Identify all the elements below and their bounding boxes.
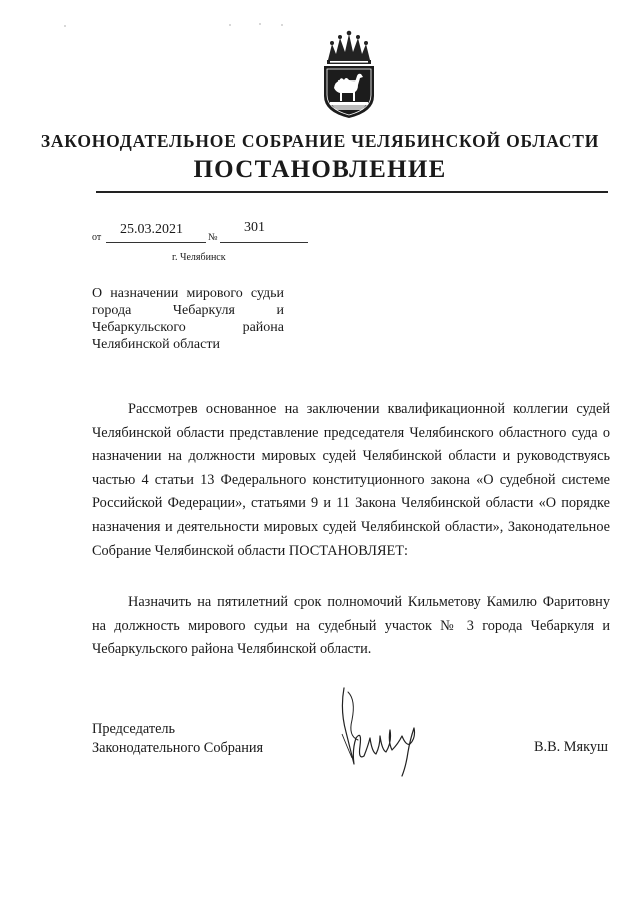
scan-artifact-dots	[60, 20, 320, 30]
body-paragraph-2: Назначить на пятилетний срок полномочий Кильметову Камилю Фаритовну на должность мирового судьи на судебный участок № 3 города Чебаркуля и Чебаркульского района Челябинской области.	[92, 594, 610, 658]
signatory-position-line-1: Председатель	[92, 721, 176, 737]
signatory-position	[92, 720, 263, 758]
body-paragraph-1: Рассмотрев основанное на заключении квалификационной коллегии судей Челябинской области представление председателя Челябинского областного суда о назначении на должности мировых судей Челябинской области и руководствуясь частью 4 статьи 13 Федерального конституционного закона «О судебной системе Российской Федерации», статьями 9 и 11 Закона Челябинской области «О порядке назначения и деятельности мировых судей Челябинской области», Законодательное Собрание Челябинской области ПОСТАНОВЛЯЕТ:	[92, 401, 610, 559]
organization-title: ЗАКОНОДАТЕЛЬНОЕ СОБРАНИЕ ЧЕЛЯБИНСКОЙ ОБЛАСТИ	[40, 131, 600, 151]
date-underline	[106, 242, 206, 243]
chelyabinsk-coat-of-arms-icon	[318, 30, 380, 120]
handwritten-signature	[322, 680, 432, 780]
document-type-title: ПОСТАНОВЛЕНИЕ	[193, 156, 447, 183]
signatory-position-line-2: Законодательного Собрания	[92, 740, 264, 756]
header-divider	[96, 191, 608, 193]
city-label: г. Челябинск	[172, 252, 226, 263]
signatory-name: В.В. Мякуш	[534, 739, 608, 755]
document-subject: О назначении мирового судьи города Чебаркуля и Чебаркульского района Челябинской области	[92, 286, 284, 352]
document-number: 301	[244, 220, 265, 235]
document-date: 25.03.2021	[120, 222, 183, 237]
date-label: от	[92, 232, 102, 243]
number-label: №	[208, 232, 218, 243]
number-underline	[220, 242, 308, 243]
